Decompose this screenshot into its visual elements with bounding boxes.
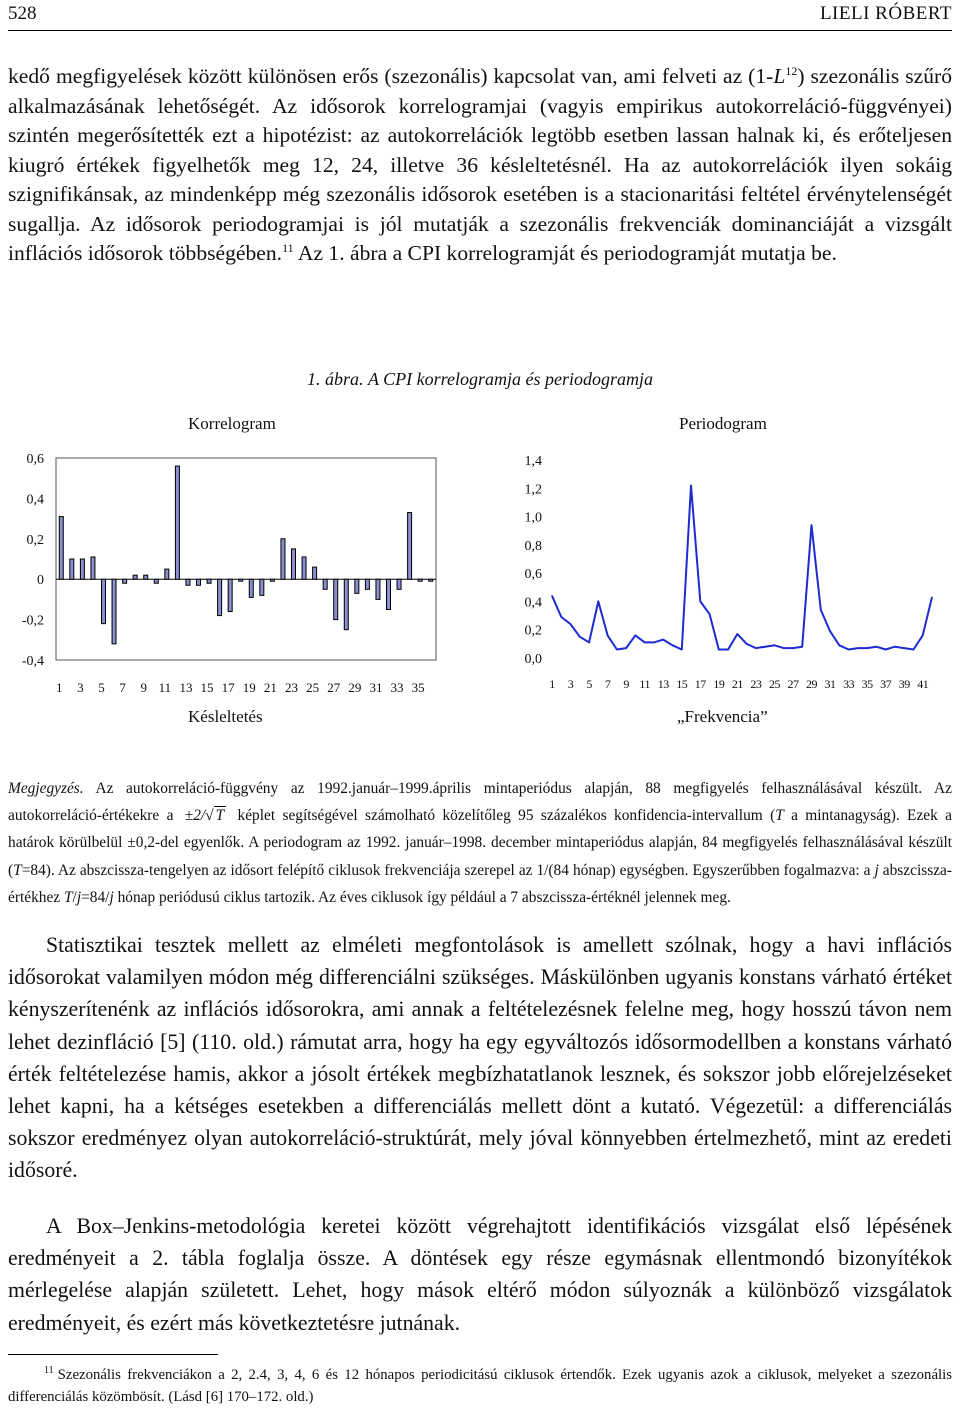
x-tick-label: 9 bbox=[140, 680, 147, 695]
y-tick-label: 0,6 bbox=[524, 567, 542, 583]
page-number: 528 bbox=[8, 3, 37, 24]
note-text: abszcissza-értékhez bbox=[8, 861, 952, 906]
periodogram-point bbox=[607, 635, 608, 636]
x-tick-label: 21 bbox=[263, 680, 277, 695]
x-tick-label: 23 bbox=[750, 677, 762, 691]
acf-bar bbox=[165, 569, 169, 579]
acf-bar bbox=[228, 579, 232, 611]
acf-bar bbox=[59, 517, 63, 580]
periodogram-xlabel: „Frekvencia” bbox=[677, 707, 768, 726]
correlogram-chart bbox=[0, 440, 480, 710]
y-tick-label: 0,2 bbox=[26, 532, 44, 548]
acf-bar bbox=[334, 579, 338, 619]
symbol-j: j bbox=[874, 861, 879, 879]
periodogram-point bbox=[616, 649, 617, 650]
x-tick-label: 35 bbox=[861, 677, 873, 691]
x-tick-label: 9 bbox=[623, 677, 629, 691]
periodogram-chart bbox=[480, 440, 960, 710]
periodogram-point bbox=[829, 631, 830, 632]
correlogram-xlabel: Késleltetés bbox=[188, 707, 263, 726]
acf-bar bbox=[376, 579, 380, 599]
acf-bar bbox=[218, 579, 222, 615]
periodogram-point bbox=[848, 649, 849, 650]
periodogram-point bbox=[931, 597, 932, 598]
y-tick-label: 0,0 bbox=[524, 652, 542, 667]
x-tick-label: 37 bbox=[880, 677, 892, 691]
acf-bar bbox=[397, 579, 401, 589]
periodogram-series-line bbox=[552, 486, 932, 650]
y-tick-label: 0,2 bbox=[524, 623, 542, 639]
acf-bar bbox=[270, 579, 274, 581]
periodogram-point bbox=[811, 524, 812, 525]
confidence-formula: ±2/√ T bbox=[184, 807, 225, 825]
lag-operator: L bbox=[773, 64, 786, 88]
acf-bar bbox=[197, 579, 201, 585]
exponent: 12 bbox=[785, 63, 798, 78]
figure-note bbox=[8, 775, 952, 911]
acf-bar bbox=[80, 559, 84, 579]
periodogram-point bbox=[690, 485, 691, 486]
periodogram-point bbox=[867, 648, 868, 649]
acf-bar bbox=[239, 579, 243, 581]
note-text: a mintanagyság). Ezek a határok körülbelül ±0,2-del egyenlők. A periodogram az 1992. január–1998. december mintaperiódus alapján, 84 megfigyelés felhasználásával készült ( bbox=[8, 807, 952, 879]
acf-bar bbox=[313, 567, 317, 579]
acf-bar bbox=[70, 559, 74, 579]
footnote-ref: 11 bbox=[282, 240, 294, 255]
acf-bar bbox=[154, 579, 158, 583]
x-tick-label: 23 bbox=[285, 680, 298, 695]
acf-bar bbox=[249, 579, 253, 597]
symbol-j: j bbox=[76, 888, 82, 906]
acf-bar bbox=[260, 579, 264, 595]
x-tick-label: 33 bbox=[843, 677, 855, 691]
x-tick-label: 41 bbox=[917, 677, 929, 691]
periodogram-point bbox=[644, 642, 645, 643]
periodogram-point bbox=[922, 635, 923, 636]
paragraph-box-jenkins bbox=[8, 1210, 952, 1339]
periodogram-point bbox=[681, 649, 682, 650]
y-tick-label: 1,0 bbox=[524, 510, 542, 526]
acf-bar bbox=[175, 466, 179, 579]
symbol-T: T bbox=[13, 861, 22, 879]
acf-bar bbox=[207, 579, 211, 583]
footnote-text: Szezonális frekvenciákon a 2, 2.4, 3, 4, 6 és 12 hónapos periodicitású ciklusok értendők. Ezek ugyanis azok a ciklusok, melyeket a szezonális differenciálás közömbösít. (Lásd [6] 170–172. old.) bbox=[8, 1366, 952, 1405]
acf-bar bbox=[281, 539, 285, 579]
x-tick-label: 29 bbox=[806, 677, 818, 691]
periodogram-point bbox=[672, 645, 673, 646]
x-tick-label: 3 bbox=[567, 677, 574, 691]
note-text: =84). Az abszcissza-tengelyen az idősort felépítő ciklusok frekvenciája szerepel az 1/(84 hónap) egységben. Egyszerűbben fogalmazva: a bbox=[21, 861, 875, 879]
x-tick-label: 15 bbox=[676, 677, 688, 691]
periodogram-point bbox=[904, 648, 905, 649]
x-tick-label: 39 bbox=[898, 677, 910, 691]
y-tick-label: -0,2 bbox=[21, 613, 44, 629]
footnote bbox=[8, 1360, 952, 1408]
running-header bbox=[8, 0, 952, 31]
note-text: Az autokorreláció-függvény az 1992.január–1999.április mintaperiódus alapján, 88 megfigyelés felhasználásával készült. Az autokorreláció-értékekre a bbox=[8, 780, 952, 825]
x-tick-label: 27 bbox=[327, 680, 341, 695]
x-tick-label: 21 bbox=[731, 677, 743, 691]
periodogram-point bbox=[588, 642, 589, 643]
x-tick-label: 33 bbox=[390, 680, 404, 695]
acf-bar bbox=[123, 579, 127, 583]
paragraph-text: Az 1. ábra a CPI korrelogramját és periodogramját mutatja be. bbox=[293, 241, 837, 265]
figure-number: 1. ábra. bbox=[306, 369, 364, 389]
paragraph-text: ) szezonális szűrő alkalmazásának lehetőségét. Az idősorok korrelogramjai (vagyis empirikus autokorreláció-függvényei) szintén megerősítették ezt a hipotézist: az autokorrelációk legtöbb esetben lassan halnak ki, és erőteljesen kiugró értékek figyelhetők meg 12, 24, illetve 36 késleltetésnél. Ha az autokorrelációk ilyen sokáig szignifikánsak, az mindenképp még szezonális idősorok esetében is a stacionaritási feltétel érvénytelenségét sugallja. Az idősorok periodogramjai is jól mutatják a szezonális frekvenciák dominanciáját a vizsgált inflációs idősorok többségében. bbox=[8, 64, 952, 265]
formula-prefix: ±2/ bbox=[184, 807, 206, 825]
x-tick-label: 17 bbox=[221, 680, 235, 695]
x-tick-label: 15 bbox=[200, 680, 214, 695]
x-tick-label: 5 bbox=[586, 677, 592, 691]
figure-title: A CPI korrelogramja és periodogramja bbox=[368, 369, 653, 389]
symbol-T: T bbox=[63, 888, 73, 906]
paragraph-text: Statisztikai tesztek mellett az elméleti megfontolások is amellett szólnak, hogy a havi inflációs idősorokat valamilyen módon még differenciálni szükséges. Máskülönben ugyanis konstans várható értéket kényszerítenénk az inflációs idősorokra, ami annak a feltételezésnek felelne meg, hogy hosszú távon nem lehet dezinfláció [5] (110. old.) rámutat arra, hogy ha egy egyváltozós idősormodellben a konstans várható érték feltételezése hamis, akkor a jósolt értékek megbízhatatlanok lesznek, és sokszor jobb előrejelzéseket lehet kapni, ha a kétséges esetekben a differenciálás mellett dönt a kutató. Végezetül: a differenciálás sokszor eredményez olyan autokorreláció-struktúrát, mely jóval könnyebben értelmezhető, mint az eredeti idősoré. bbox=[8, 933, 952, 1183]
acf-bar bbox=[408, 513, 412, 580]
periodogram-point bbox=[885, 649, 886, 650]
y-tick-label: 0,4 bbox=[524, 595, 542, 611]
x-tick-label: 31 bbox=[369, 680, 383, 695]
x-tick-label: 11 bbox=[158, 680, 172, 695]
periodogram-point bbox=[746, 643, 747, 644]
periodogram-point bbox=[727, 649, 728, 650]
x-tick-label: 1 bbox=[56, 680, 63, 695]
paragraph-text: A Box–Jenkins-metodológia keretei között végrehajtott identifikációs vizsgálat első lépésének eredményeit a 2. tábla foglalja össze. A döntések egy része egymásnak ellentmondó bizonyítékok mérlegelése alapján született. Lehet, hogy mások eltérő módon súlyoznák a különböző vizsgálatok eredményeit, és ezért más következtetésre jutnának. bbox=[8, 1214, 952, 1335]
periodogram-point bbox=[820, 609, 821, 610]
periodogram-point bbox=[792, 648, 793, 649]
y-tick-label: 0,8 bbox=[524, 538, 542, 554]
periodogram-point bbox=[802, 646, 803, 647]
periodogram-point bbox=[653, 642, 654, 643]
x-tick-label: 27 bbox=[787, 677, 799, 691]
acf-bar bbox=[91, 557, 95, 579]
x-tick-label: 1 bbox=[549, 677, 555, 691]
x-tick-label: 7 bbox=[119, 680, 126, 695]
periodogram-point bbox=[598, 601, 599, 602]
periodogram-point bbox=[579, 636, 580, 637]
figure-caption bbox=[0, 369, 960, 390]
x-tick-label: 11 bbox=[639, 677, 650, 691]
acf-bar bbox=[387, 579, 391, 609]
periodogram-point bbox=[765, 646, 766, 647]
periodogram-point bbox=[913, 649, 914, 650]
note-text: hónap periódusú ciklus tartozik. Az éves ciklusok így például a 7 abszcissza-értéknél jelennek meg. bbox=[113, 888, 731, 906]
periodogram-point bbox=[894, 646, 895, 647]
periodogram-point bbox=[737, 633, 738, 634]
periodogram-point bbox=[561, 616, 562, 617]
periodogram-point bbox=[551, 595, 552, 596]
x-tick-label: 29 bbox=[348, 680, 362, 695]
acf-bar bbox=[133, 575, 137, 579]
acf-bar bbox=[144, 575, 148, 579]
acf-bar bbox=[323, 579, 327, 589]
symbol-j: j bbox=[109, 888, 114, 906]
x-tick-label: 3 bbox=[77, 680, 84, 695]
periodogram-point bbox=[700, 601, 701, 602]
acf-bar bbox=[418, 579, 422, 581]
x-tick-label: 25 bbox=[768, 677, 780, 691]
periodogram-point bbox=[626, 648, 627, 649]
x-tick-label: 17 bbox=[694, 677, 706, 691]
y-tick-label: 1,2 bbox=[524, 482, 542, 498]
y-tick-label: 0,4 bbox=[26, 492, 44, 508]
y-tick-label: 0,6 bbox=[26, 452, 44, 467]
x-tick-label: 19 bbox=[713, 677, 725, 691]
note-text: / bbox=[72, 888, 77, 906]
running-author: LIELI RÓBERT bbox=[819, 3, 952, 24]
periodogram-point bbox=[709, 614, 710, 615]
periodogram-point bbox=[839, 645, 840, 646]
x-tick-label: 31 bbox=[824, 677, 836, 691]
paragraph-text: kedő megfigyelések között különösen erős (szezonális) kapcsolat van, ami felveti az (1- bbox=[8, 64, 774, 88]
acf-bar bbox=[102, 579, 106, 623]
paragraph-differencing bbox=[8, 929, 952, 1187]
symbol-T: T bbox=[775, 807, 784, 825]
y-tick-label: 0 bbox=[37, 573, 44, 589]
periodogram-title: Periodogram bbox=[679, 414, 767, 433]
paragraph-intro bbox=[8, 62, 952, 269]
periodogram-point bbox=[876, 646, 877, 647]
acf-bar bbox=[302, 557, 306, 579]
x-tick-label: 13 bbox=[179, 680, 193, 695]
periodogram-point bbox=[718, 649, 719, 650]
acf-bar bbox=[186, 579, 190, 585]
periodogram-point bbox=[774, 645, 775, 646]
periodogram-point bbox=[783, 648, 784, 649]
acf-bar bbox=[112, 579, 116, 644]
formula-T: T bbox=[215, 807, 225, 825]
periodogram-point bbox=[635, 635, 636, 636]
acf-bar bbox=[365, 579, 369, 589]
periodogram-point bbox=[570, 623, 571, 624]
footnote-rule bbox=[8, 1354, 218, 1355]
x-tick-label: 35 bbox=[411, 680, 425, 695]
x-tick-label: 25 bbox=[306, 680, 320, 695]
footnote-mark: 11 bbox=[44, 1365, 54, 1376]
acf-bar bbox=[292, 549, 296, 579]
periodogram-point bbox=[857, 648, 858, 649]
x-tick-label: 5 bbox=[98, 680, 105, 695]
x-tick-label: 19 bbox=[242, 680, 256, 695]
acf-bar bbox=[344, 579, 348, 630]
acf-bar bbox=[355, 579, 359, 593]
x-tick-label: 13 bbox=[657, 677, 669, 691]
note-lead: Megjegyzés. bbox=[8, 780, 84, 797]
note-text: képlet segítségével számolható közelítőleg 95 százalékos konfidencia-intervallum ( bbox=[230, 807, 776, 825]
correlogram-title: Korrelogram bbox=[188, 414, 276, 433]
y-tick-label: -0,4 bbox=[21, 654, 44, 669]
x-tick-label: 7 bbox=[604, 677, 611, 691]
periodogram-point bbox=[755, 648, 756, 649]
acf-bar bbox=[429, 579, 433, 581]
y-tick-label: 1,4 bbox=[524, 454, 542, 469]
periodogram-point bbox=[663, 639, 664, 640]
note-text: =84/ bbox=[81, 888, 110, 906]
